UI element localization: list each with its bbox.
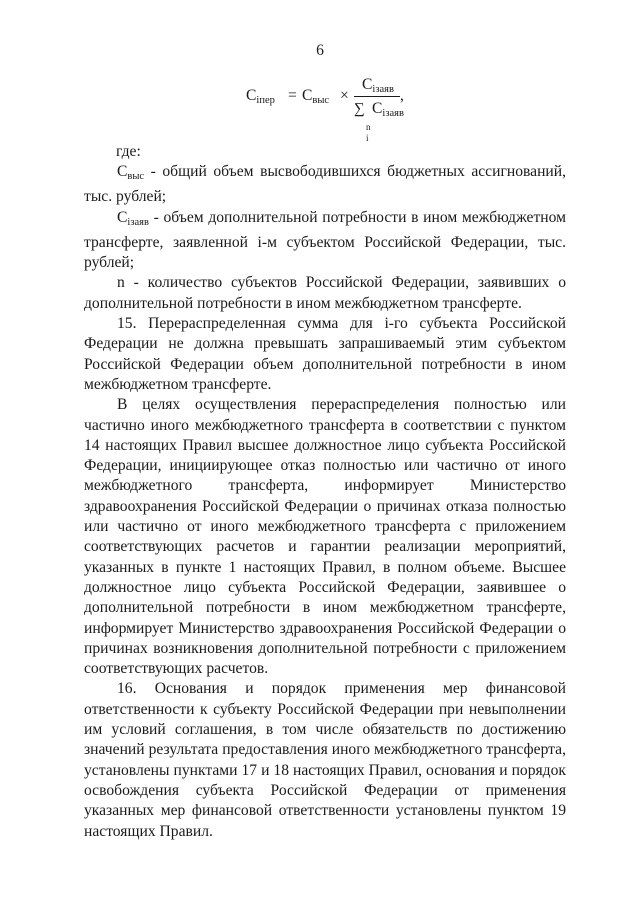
fraction-numerator (362, 76, 394, 95)
formula-lhs-symbol: C (246, 87, 257, 104)
definition-symbol: C (117, 163, 128, 180)
definition-count (84, 273, 566, 314)
definitions-block (84, 162, 566, 842)
formula-equals: = (288, 87, 297, 104)
definition-text: - количество субъектов Российской Федерации, заявивших о дополнительной потребности в ином межбюджетном трансферте. (84, 274, 566, 312)
denominator-subscript: iзаяв (382, 108, 404, 119)
formula-times: × (340, 87, 349, 104)
sum-lower-limit: i (366, 133, 369, 143)
denominator-symbol: C (372, 100, 383, 117)
definition-symbol-subscript: выс (127, 171, 145, 182)
formula-comma: , (400, 87, 404, 104)
paragraph-redistribution: В целях осуществления перераспределения полностью или частично иного межбюджетного трансферта в соответствии с пунктом 14 настоящих Правил высшее должностное лицо субъекта Российской Федерации, инициирующее отказ полностью или частично от иного межбюджетного трансферта, информирует Министерство здравоохранения Российской Федерации о причинах отказа полностью или частично от иного межбюджетного трансферта с приложением соответствующих расчетов и гарантии реализации мероприятий, указанных в пункте 1 настоящих Правил, в полном объеме. Высшее должностное лицо субъекта Российской Федерации, заявившее о дополнительной потребности в ином межбюджетном трансферте, информирует Министерство здравоохранения Российской Федерации о причинах возникновения дополнительной потребности с приложением соответствующих расчетов. (84, 396, 566, 678)
definition-claimed (84, 208, 566, 274)
definition-text: - общий объем высвободившихся бюджетных ассигнований, тыс. рублей; (84, 163, 566, 206)
sum-sign: ∑ (354, 101, 365, 117)
definition-text: - объем дополнительной потребности в ином межбюджетном трансферте, заявленной i-м субъектом Российской Федерации, тыс. рублей; (84, 208, 566, 272)
paragraph-16: 16. Основания и порядок применения мер финансовой ответственности к субъекту Российской Федерации при невыполнении им условий соглашения, в том числе обязательств по достижению значений результата предоставления иного межбюджетного трансферта, установлены пунктами 17 и 18 настоящих Правил, основания и порядок освобождения субъекта Российской Федерации от применения указанных мер финансовой ответственности установлены пунктом 19 настоящих Правил. (84, 680, 566, 840)
definition-symbol: C (117, 208, 128, 226)
formula-released-symbol: C (302, 87, 313, 104)
sum-upper-limit: n (366, 122, 371, 132)
formula-lhs (246, 87, 275, 106)
numerator-symbol: C (362, 76, 373, 93)
formula-released-subscript: выс (312, 95, 330, 106)
page-number: 6 (316, 42, 324, 59)
numerator-subscript: iзаяв (372, 84, 394, 95)
fraction-denominator (354, 100, 404, 143)
definition-symbol: n (117, 274, 125, 292)
definition-symbol-subscript: iзаяв (127, 216, 149, 228)
fraction-bar (354, 96, 400, 97)
paragraph-15: 15. Перераспределенная сумма для i-го субъекта Российской Федерации не должна превышать запрашиваемый этим субъектом Российской Федерации объем дополнительной потребности в ином межбюджетном трансферте. (84, 315, 566, 393)
formula-fraction (354, 76, 404, 143)
formula-released-term (302, 87, 329, 106)
formula-lhs-subscript: iпер (256, 95, 275, 106)
where-label: где: (116, 143, 141, 160)
definition-released (84, 162, 566, 208)
